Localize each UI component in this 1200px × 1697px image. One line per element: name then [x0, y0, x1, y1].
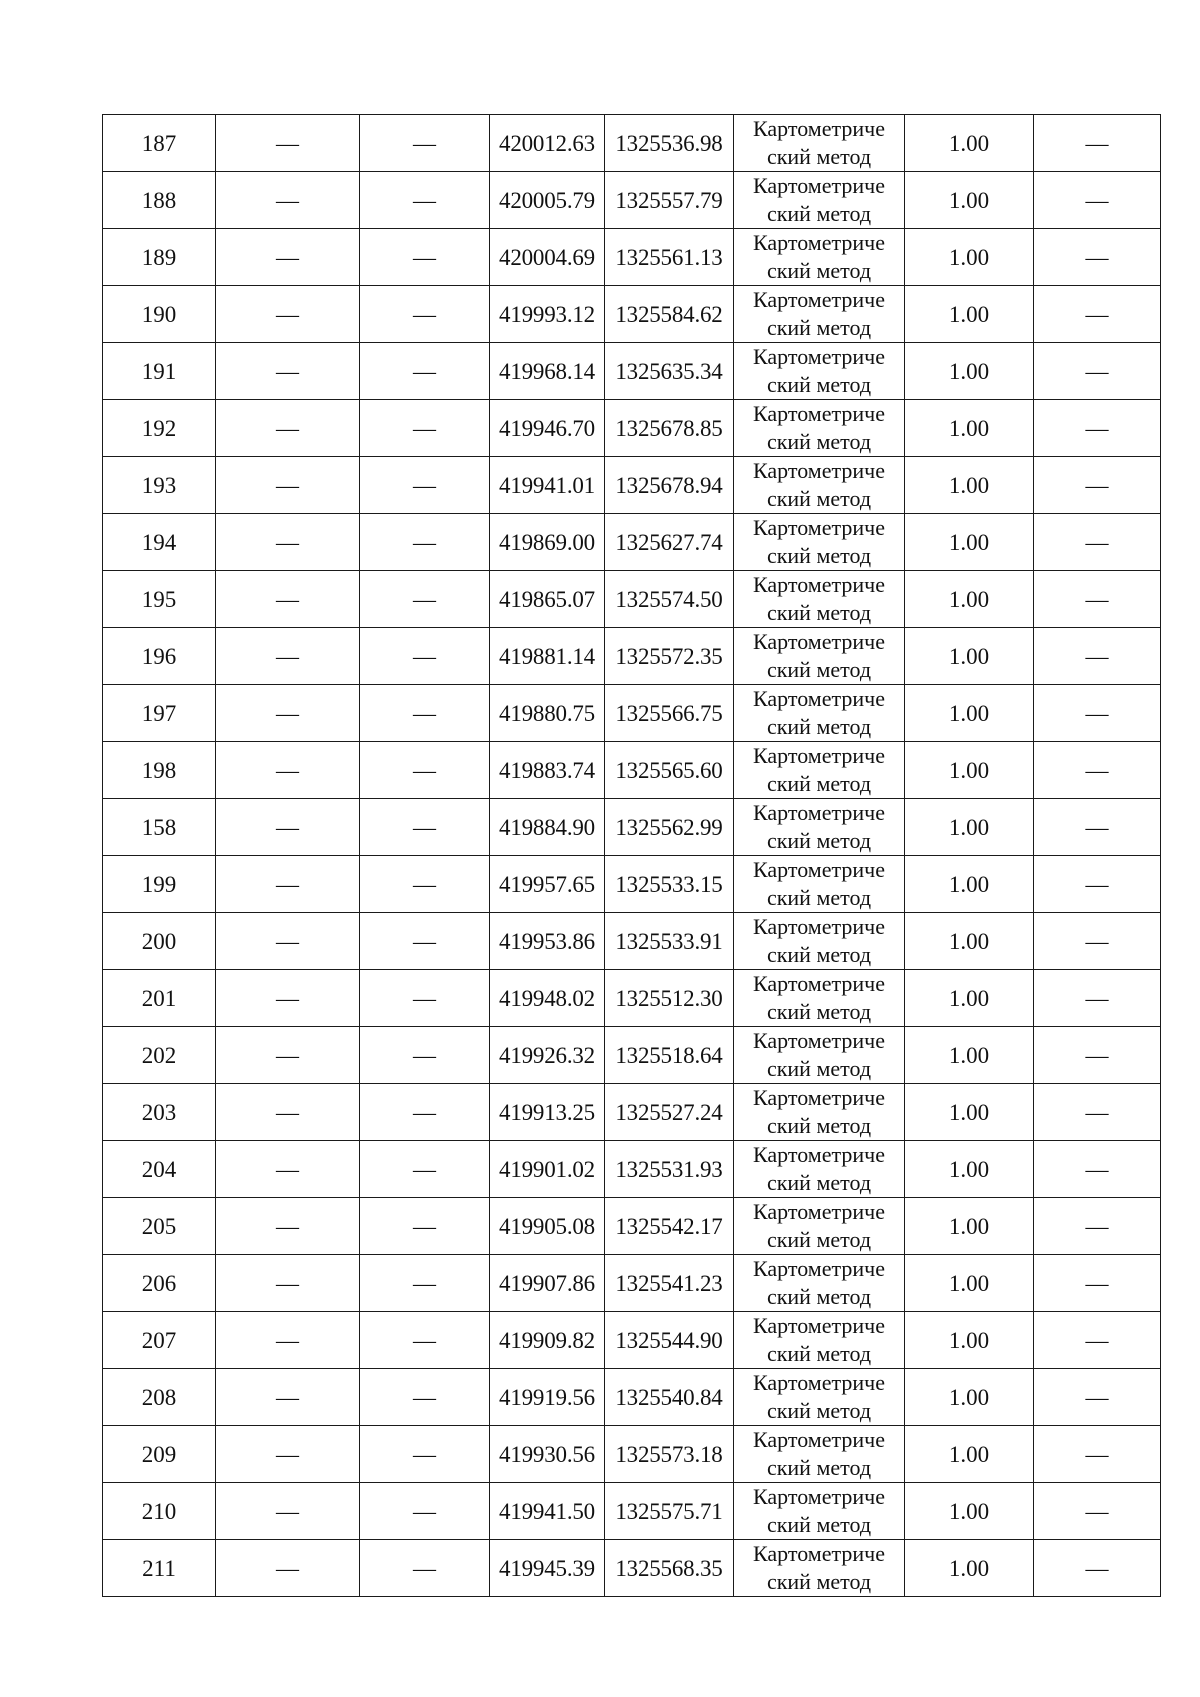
- table-row: [103, 685, 1161, 742]
- empty-dash-cell: —: [360, 1369, 490, 1426]
- empty-dash-cell: —: [216, 229, 360, 286]
- point-number-cell: 198: [103, 742, 216, 799]
- method-line: Картометриче: [753, 629, 885, 654]
- point-number-cell: 206: [103, 1255, 216, 1312]
- empty-dash-cell: —: [1034, 172, 1161, 229]
- table-row: [103, 1027, 1161, 1084]
- method-line: ский метод: [766, 885, 872, 910]
- method-line: ский метод: [766, 771, 872, 796]
- method-cell: [734, 286, 905, 343]
- empty-dash-cell: —: [360, 514, 490, 571]
- method-line: ский метод: [766, 1512, 872, 1537]
- empty-dash-cell: —: [1034, 1483, 1161, 1540]
- point-number-cell: 197: [103, 685, 216, 742]
- point-number-cell: 199: [103, 856, 216, 913]
- table-row: [103, 913, 1161, 970]
- empty-dash-cell: —: [216, 913, 360, 970]
- method-line: Картометриче: [753, 344, 885, 369]
- method-line: ский метод: [766, 1398, 872, 1423]
- x-coordinate-cell: 419941.50: [490, 1483, 605, 1540]
- method-line: ский метод: [766, 372, 872, 397]
- accuracy-cell: 1.00: [905, 229, 1034, 286]
- method-line: Картометриче: [753, 287, 885, 312]
- empty-dash-cell: —: [1034, 1198, 1161, 1255]
- empty-dash-cell: —: [360, 856, 490, 913]
- empty-dash-cell: —: [360, 115, 490, 172]
- empty-dash-cell: —: [1034, 1084, 1161, 1141]
- empty-dash-cell: —: [216, 1369, 360, 1426]
- point-number-cell: 209: [103, 1426, 216, 1483]
- method-cell: [734, 1312, 905, 1369]
- empty-dash-cell: —: [216, 685, 360, 742]
- method-line: Картометриче: [753, 1313, 885, 1338]
- y-coordinate-cell: 1325533.91: [605, 913, 734, 970]
- accuracy-cell: 1.00: [905, 400, 1034, 457]
- method-line: Картометриче: [753, 515, 885, 540]
- method-cell: [734, 457, 905, 514]
- x-coordinate-cell: 419946.70: [490, 400, 605, 457]
- empty-dash-cell: —: [216, 1426, 360, 1483]
- empty-dash-cell: —: [360, 1141, 490, 1198]
- table-row: [103, 172, 1161, 229]
- empty-dash-cell: —: [360, 172, 490, 229]
- empty-dash-cell: —: [216, 1255, 360, 1312]
- accuracy-cell: 1.00: [905, 571, 1034, 628]
- accuracy-cell: 1.00: [905, 1540, 1034, 1597]
- x-coordinate-cell: 419941.01: [490, 457, 605, 514]
- x-coordinate-cell: 419926.32: [490, 1027, 605, 1084]
- point-number-cell: 204: [103, 1141, 216, 1198]
- empty-dash-cell: —: [1034, 1540, 1161, 1597]
- empty-dash-cell: —: [216, 1084, 360, 1141]
- empty-dash-cell: —: [1034, 1027, 1161, 1084]
- method-line: ский метод: [766, 1227, 872, 1252]
- table-row: [103, 628, 1161, 685]
- point-number-cell: 200: [103, 913, 216, 970]
- empty-dash-cell: —: [216, 799, 360, 856]
- table-row: [103, 571, 1161, 628]
- point-number-cell: 190: [103, 286, 216, 343]
- empty-dash-cell: —: [1034, 1312, 1161, 1369]
- empty-dash-cell: —: [216, 742, 360, 799]
- empty-dash-cell: —: [360, 1426, 490, 1483]
- empty-dash-cell: —: [360, 1483, 490, 1540]
- table-row: [103, 1540, 1161, 1597]
- empty-dash-cell: —: [360, 970, 490, 1027]
- point-number-cell: 158: [103, 799, 216, 856]
- x-coordinate-cell: 419881.14: [490, 628, 605, 685]
- empty-dash-cell: —: [1034, 115, 1161, 172]
- method-line: Картометриче: [753, 173, 885, 198]
- empty-dash-cell: —: [216, 172, 360, 229]
- y-coordinate-cell: 1325512.30: [605, 970, 734, 1027]
- empty-dash-cell: —: [216, 970, 360, 1027]
- x-coordinate-cell: 419884.90: [490, 799, 605, 856]
- accuracy-cell: 1.00: [905, 1483, 1034, 1540]
- method-line: Картометриче: [753, 230, 885, 255]
- empty-dash-cell: —: [216, 286, 360, 343]
- empty-dash-cell: —: [1034, 457, 1161, 514]
- empty-dash-cell: —: [360, 571, 490, 628]
- x-coordinate-cell: 419919.56: [490, 1369, 605, 1426]
- empty-dash-cell: —: [1034, 970, 1161, 1027]
- empty-dash-cell: —: [1034, 913, 1161, 970]
- accuracy-cell: 1.00: [905, 286, 1034, 343]
- point-number-cell: 193: [103, 457, 216, 514]
- accuracy-cell: 1.00: [905, 172, 1034, 229]
- method-cell: [734, 1369, 905, 1426]
- y-coordinate-cell: 1325542.17: [605, 1198, 734, 1255]
- y-coordinate-cell: 1325678.94: [605, 457, 734, 514]
- accuracy-cell: 1.00: [905, 1312, 1034, 1369]
- empty-dash-cell: —: [1034, 628, 1161, 685]
- method-cell: [734, 343, 905, 400]
- empty-dash-cell: —: [216, 115, 360, 172]
- method-cell: [734, 970, 905, 1027]
- method-line: Картометриче: [753, 686, 885, 711]
- table-row: [103, 1255, 1161, 1312]
- method-cell: [734, 799, 905, 856]
- empty-dash-cell: —: [360, 343, 490, 400]
- accuracy-cell: 1.00: [905, 1027, 1034, 1084]
- y-coordinate-cell: 1325573.18: [605, 1426, 734, 1483]
- method-line: ский метод: [766, 657, 872, 682]
- point-number-cell: 208: [103, 1369, 216, 1426]
- method-line: ский метод: [766, 1284, 872, 1309]
- point-number-cell: 189: [103, 229, 216, 286]
- accuracy-cell: 1.00: [905, 799, 1034, 856]
- y-coordinate-cell: 1325536.98: [605, 115, 734, 172]
- method-line: Картометриче: [753, 572, 885, 597]
- empty-dash-cell: —: [360, 1540, 490, 1597]
- y-coordinate-cell: 1325531.93: [605, 1141, 734, 1198]
- empty-dash-cell: —: [1034, 1255, 1161, 1312]
- table-row: [103, 514, 1161, 571]
- method-cell: [734, 1027, 905, 1084]
- method-cell: [734, 514, 905, 571]
- empty-dash-cell: —: [360, 1084, 490, 1141]
- method-line: Картометриче: [753, 1427, 885, 1452]
- empty-dash-cell: —: [360, 685, 490, 742]
- empty-dash-cell: —: [1034, 400, 1161, 457]
- method-line: ский метод: [766, 1170, 872, 1195]
- point-number-cell: 191: [103, 343, 216, 400]
- method-line: ский метод: [766, 1455, 872, 1480]
- empty-dash-cell: —: [360, 457, 490, 514]
- method-cell: [734, 856, 905, 913]
- empty-dash-cell: —: [1034, 742, 1161, 799]
- method-line: ский метод: [766, 1056, 872, 1081]
- point-number-cell: 196: [103, 628, 216, 685]
- accuracy-cell: 1.00: [905, 115, 1034, 172]
- accuracy-cell: 1.00: [905, 1084, 1034, 1141]
- x-coordinate-cell: 419993.12: [490, 286, 605, 343]
- accuracy-cell: 1.00: [905, 1369, 1034, 1426]
- method-line: Картометриче: [753, 971, 885, 996]
- x-coordinate-cell: 419913.25: [490, 1084, 605, 1141]
- method-cell: [734, 400, 905, 457]
- empty-dash-cell: —: [360, 1312, 490, 1369]
- table-body: [103, 115, 1161, 1597]
- method-line: Картометриче: [753, 458, 885, 483]
- table-row: [103, 1483, 1161, 1540]
- accuracy-cell: 1.00: [905, 970, 1034, 1027]
- x-coordinate-cell: 419901.02: [490, 1141, 605, 1198]
- empty-dash-cell: —: [1034, 1369, 1161, 1426]
- accuracy-cell: 1.00: [905, 457, 1034, 514]
- point-number-cell: 192: [103, 400, 216, 457]
- point-number-cell: 194: [103, 514, 216, 571]
- empty-dash-cell: —: [360, 628, 490, 685]
- y-coordinate-cell: 1325568.35: [605, 1540, 734, 1597]
- empty-dash-cell: —: [216, 628, 360, 685]
- method-line: Картометриче: [753, 1028, 885, 1053]
- y-coordinate-cell: 1325533.15: [605, 856, 734, 913]
- empty-dash-cell: —: [1034, 1426, 1161, 1483]
- x-coordinate-cell: 419930.56: [490, 1426, 605, 1483]
- method-line: ский метод: [766, 714, 872, 739]
- method-cell: [734, 685, 905, 742]
- empty-dash-cell: —: [216, 1540, 360, 1597]
- x-coordinate-cell: 419953.86: [490, 913, 605, 970]
- coordinates-table: [102, 114, 1161, 1597]
- method-cell: [734, 115, 905, 172]
- method-line: Картометриче: [753, 800, 885, 825]
- table-row: [103, 1141, 1161, 1198]
- method-cell: [734, 571, 905, 628]
- method-line: ский метод: [766, 1113, 872, 1138]
- table-row: [103, 1369, 1161, 1426]
- accuracy-cell: 1.00: [905, 1255, 1034, 1312]
- method-cell: [734, 1198, 905, 1255]
- method-cell: [734, 1084, 905, 1141]
- x-coordinate-cell: 419880.75: [490, 685, 605, 742]
- empty-dash-cell: —: [216, 1027, 360, 1084]
- x-coordinate-cell: 419905.08: [490, 1198, 605, 1255]
- accuracy-cell: 1.00: [905, 514, 1034, 571]
- method-line: Картометриче: [753, 743, 885, 768]
- accuracy-cell: 1.00: [905, 1141, 1034, 1198]
- point-number-cell: 207: [103, 1312, 216, 1369]
- y-coordinate-cell: 1325575.71: [605, 1483, 734, 1540]
- x-coordinate-cell: 419907.86: [490, 1255, 605, 1312]
- method-cell: [734, 628, 905, 685]
- empty-dash-cell: —: [216, 343, 360, 400]
- method-line: ский метод: [766, 600, 872, 625]
- method-line: ский метод: [766, 999, 872, 1024]
- accuracy-cell: 1.00: [905, 685, 1034, 742]
- empty-dash-cell: —: [360, 1027, 490, 1084]
- y-coordinate-cell: 1325518.64: [605, 1027, 734, 1084]
- y-coordinate-cell: 1325541.23: [605, 1255, 734, 1312]
- y-coordinate-cell: 1325557.79: [605, 172, 734, 229]
- y-coordinate-cell: 1325565.60: [605, 742, 734, 799]
- method-line: ский метод: [766, 942, 872, 967]
- method-line: ский метод: [766, 429, 872, 454]
- x-coordinate-cell: 419948.02: [490, 970, 605, 1027]
- empty-dash-cell: —: [216, 571, 360, 628]
- method-line: Картометриче: [753, 914, 885, 939]
- table-row: [103, 742, 1161, 799]
- x-coordinate-cell: 419869.00: [490, 514, 605, 571]
- method-line: ский метод: [766, 144, 872, 169]
- method-line: ский метод: [766, 1569, 872, 1594]
- y-coordinate-cell: 1325584.62: [605, 286, 734, 343]
- empty-dash-cell: —: [1034, 799, 1161, 856]
- method-line: Картометриче: [753, 1199, 885, 1224]
- table-row: [103, 286, 1161, 343]
- empty-dash-cell: —: [216, 1198, 360, 1255]
- method-cell: [734, 1426, 905, 1483]
- table-row: [103, 799, 1161, 856]
- point-number-cell: 205: [103, 1198, 216, 1255]
- point-number-cell: 187: [103, 115, 216, 172]
- y-coordinate-cell: 1325627.74: [605, 514, 734, 571]
- method-cell: [734, 742, 905, 799]
- empty-dash-cell: —: [1034, 286, 1161, 343]
- point-number-cell: 211: [103, 1540, 216, 1597]
- accuracy-cell: 1.00: [905, 913, 1034, 970]
- method-cell: [734, 913, 905, 970]
- table-row: [103, 1426, 1161, 1483]
- empty-dash-cell: —: [216, 1141, 360, 1198]
- table-row: [103, 457, 1161, 514]
- y-coordinate-cell: 1325572.35: [605, 628, 734, 685]
- x-coordinate-cell: 420004.69: [490, 229, 605, 286]
- method-line: Картометриче: [753, 1541, 885, 1566]
- method-cell: [734, 1540, 905, 1597]
- method-line: Картометриче: [753, 401, 885, 426]
- method-line: Картометриче: [753, 1370, 885, 1395]
- method-line: ский метод: [766, 315, 872, 340]
- empty-dash-cell: —: [1034, 343, 1161, 400]
- empty-dash-cell: —: [360, 742, 490, 799]
- accuracy-cell: 1.00: [905, 742, 1034, 799]
- x-coordinate-cell: 419957.65: [490, 856, 605, 913]
- empty-dash-cell: —: [1034, 856, 1161, 913]
- accuracy-cell: 1.00: [905, 628, 1034, 685]
- method-cell: [734, 1141, 905, 1198]
- table-row: [103, 229, 1161, 286]
- y-coordinate-cell: 1325678.85: [605, 400, 734, 457]
- table-row: [103, 343, 1161, 400]
- method-cell: [734, 172, 905, 229]
- y-coordinate-cell: 1325566.75: [605, 685, 734, 742]
- x-coordinate-cell: 420005.79: [490, 172, 605, 229]
- y-coordinate-cell: 1325527.24: [605, 1084, 734, 1141]
- empty-dash-cell: —: [360, 799, 490, 856]
- point-number-cell: 201: [103, 970, 216, 1027]
- accuracy-cell: 1.00: [905, 1198, 1034, 1255]
- table-row: [103, 400, 1161, 457]
- y-coordinate-cell: 1325561.13: [605, 229, 734, 286]
- accuracy-cell: 1.00: [905, 343, 1034, 400]
- empty-dash-cell: —: [216, 1483, 360, 1540]
- x-coordinate-cell: 419968.14: [490, 343, 605, 400]
- y-coordinate-cell: 1325544.90: [605, 1312, 734, 1369]
- empty-dash-cell: —: [360, 229, 490, 286]
- method-line: ский метод: [766, 543, 872, 568]
- empty-dash-cell: —: [1034, 229, 1161, 286]
- empty-dash-cell: —: [216, 457, 360, 514]
- x-coordinate-cell: 420012.63: [490, 115, 605, 172]
- accuracy-cell: 1.00: [905, 856, 1034, 913]
- empty-dash-cell: —: [1034, 571, 1161, 628]
- method-line: Картометриче: [753, 857, 885, 882]
- method-line: Картометриче: [753, 1484, 885, 1509]
- table-row: [103, 970, 1161, 1027]
- x-coordinate-cell: 419865.07: [490, 571, 605, 628]
- table-row: [103, 856, 1161, 913]
- point-number-cell: 195: [103, 571, 216, 628]
- empty-dash-cell: —: [360, 400, 490, 457]
- table-row: [103, 1198, 1161, 1255]
- empty-dash-cell: —: [1034, 685, 1161, 742]
- point-number-cell: 203: [103, 1084, 216, 1141]
- x-coordinate-cell: 419909.82: [490, 1312, 605, 1369]
- y-coordinate-cell: 1325540.84: [605, 1369, 734, 1426]
- empty-dash-cell: —: [360, 913, 490, 970]
- method-line: ский метод: [766, 828, 872, 853]
- method-line: Картометриче: [753, 1256, 885, 1281]
- point-number-cell: 202: [103, 1027, 216, 1084]
- method-line: ский метод: [766, 258, 872, 283]
- empty-dash-cell: —: [1034, 514, 1161, 571]
- empty-dash-cell: —: [216, 856, 360, 913]
- empty-dash-cell: —: [216, 1312, 360, 1369]
- table-row: [103, 1312, 1161, 1369]
- empty-dash-cell: —: [216, 514, 360, 571]
- method-cell: [734, 229, 905, 286]
- point-number-cell: 210: [103, 1483, 216, 1540]
- accuracy-cell: 1.00: [905, 1426, 1034, 1483]
- y-coordinate-cell: 1325574.50: [605, 571, 734, 628]
- y-coordinate-cell: 1325562.99: [605, 799, 734, 856]
- empty-dash-cell: —: [216, 400, 360, 457]
- method-line: ский метод: [766, 1341, 872, 1366]
- point-number-cell: 188: [103, 172, 216, 229]
- method-line: Картометриче: [753, 1085, 885, 1110]
- method-line: Картометриче: [753, 1142, 885, 1167]
- x-coordinate-cell: 419945.39: [490, 1540, 605, 1597]
- method-cell: [734, 1483, 905, 1540]
- x-coordinate-cell: 419883.74: [490, 742, 605, 799]
- y-coordinate-cell: 1325635.34: [605, 343, 734, 400]
- method-cell: [734, 1255, 905, 1312]
- method-line: Картометриче: [753, 116, 885, 141]
- empty-dash-cell: —: [360, 1255, 490, 1312]
- empty-dash-cell: —: [360, 286, 490, 343]
- empty-dash-cell: —: [360, 1198, 490, 1255]
- method-line: ский метод: [766, 201, 872, 226]
- method-line: ский метод: [766, 486, 872, 511]
- table-row: [103, 1084, 1161, 1141]
- empty-dash-cell: —: [1034, 1141, 1161, 1198]
- table-row: [103, 115, 1161, 172]
